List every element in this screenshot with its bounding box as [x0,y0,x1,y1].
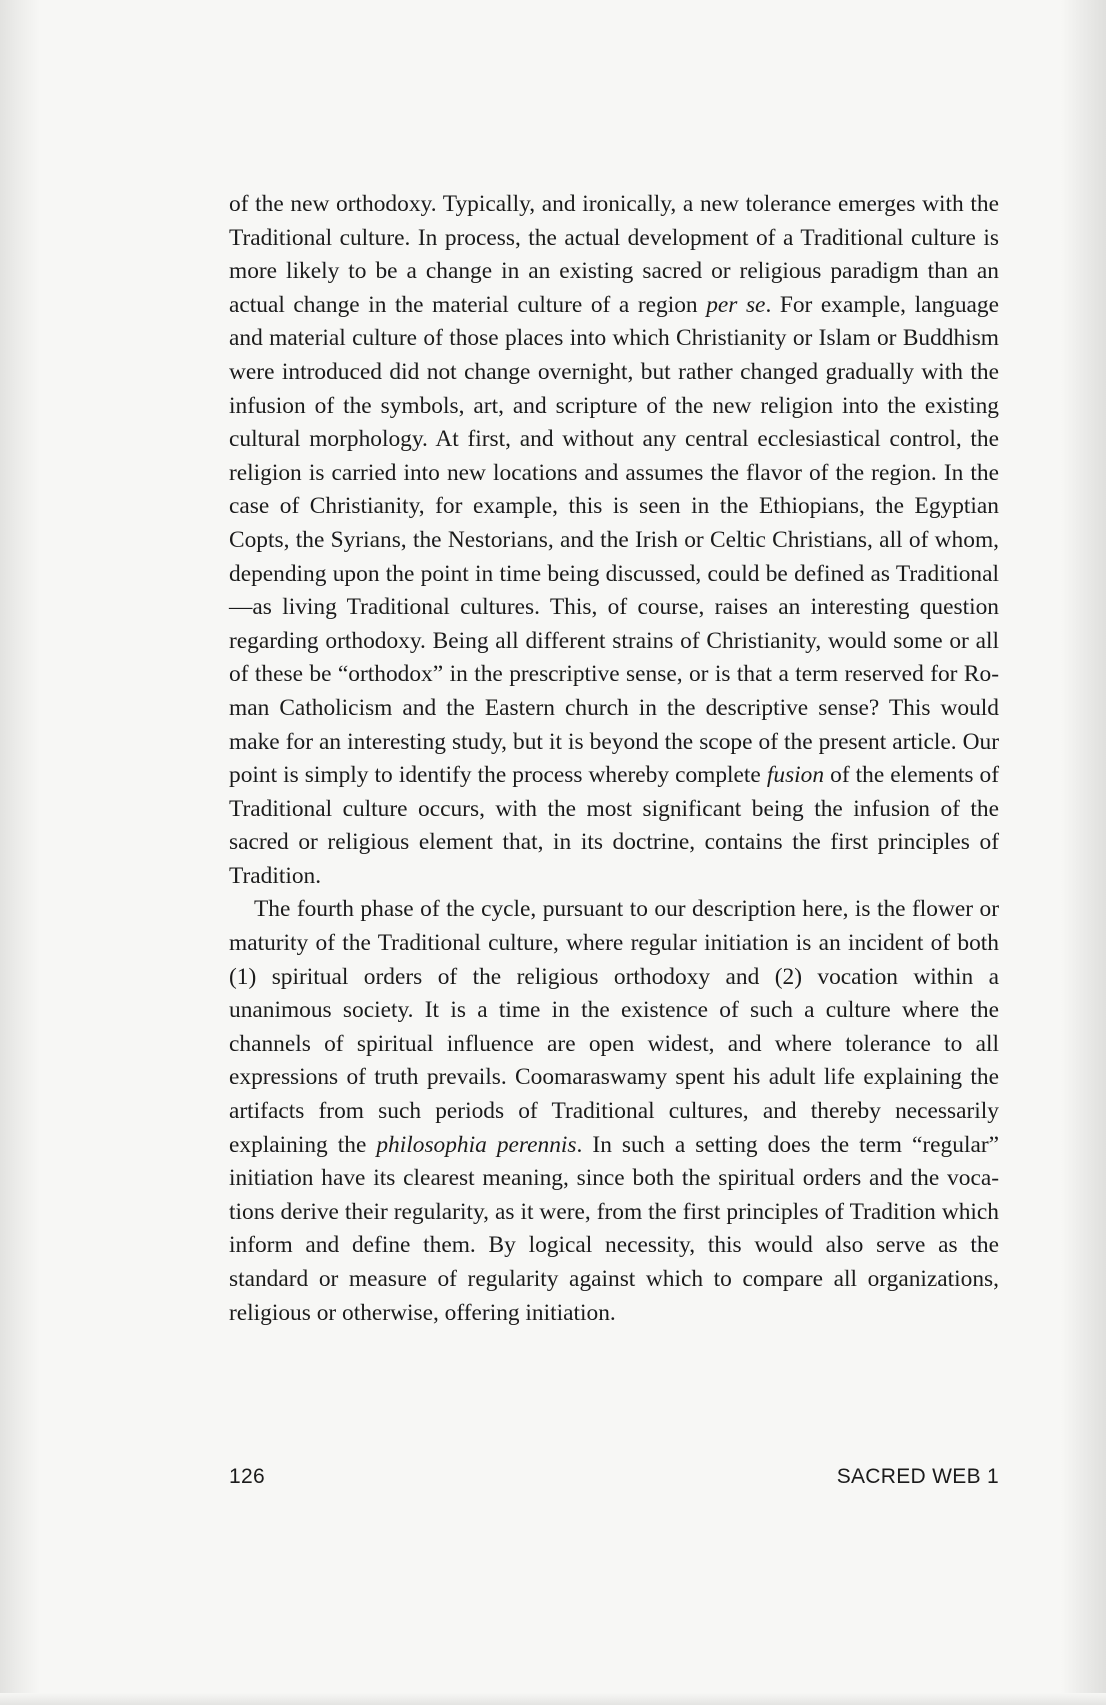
italic-fusion: fusion [766,762,825,789]
paragraph-1-text-a: of the new orthodoxy. Typically, and ironically, a new tolerance emerges with the Traditional culture. In process, the actual development of a Traditional culture is more likely to be a change in an existing sacred or religious paradigm than an actual change in the material culture of a region [229,191,999,318]
italic-per-se: per se [706,291,766,318]
paragraph-1-text-c: of the elements of Traditional culture occurs, with the most significant being the infusion of the sacred or religious element that, in its doctrine, contains the first principles of Tradition. [229,762,999,889]
page-footer [229,1465,999,1497]
page-edge-shadow-right [1061,0,1106,1705]
body-text [229,188,999,1330]
binding-shadow-left [0,0,40,1705]
paragraph-fourth-phase [229,893,999,1330]
paragraph-2-text-a: The fourth phase of the cycle, pursuant to our description here, is the flower or maturity of the Traditional culture, where regular initiation is an incident of both (1) spiritual orders of the religious orthodoxy and (2) vocation within a unanimous society. It is a time in the existence of such a culture where the channels of spiritual influence are open widest, and where tolerance to all expressions of truth prevails. Coomaraswamy spent his adult life explaining the artifacts from such periods of Traditional cultures, and thereby necessarily explaining the [229,896,999,1158]
running-title: SACRED WEB 1 [836,1465,999,1488]
page-number: 126 [229,1465,265,1488]
page-edge-shadow-bottom [0,1693,1106,1705]
paragraph-continued [229,188,999,893]
italic-philosophia-perennis: philosophia perennis [376,1131,577,1158]
paragraph-2-text-b: . In such a setting does the term “regular” initiation have its clearest meaning, since both the spiritual orders and the vocations derive their regularity, as it were, from the first principles of Tradition which inform and define them. By logical necessity, this would also serve as the standard or measure of regularity against which to compare all organizations, religious or otherwise, offering initiation. [229,1131,999,1326]
paragraph-1-text-b: . For example, language and material culture of those places into which Christianity or Islam or Buddhism were introduced did not change overnight, but rather changed gradually with the infusion of the symbols, art, and scripture of the new religion into the existing cultural morphology. At first, and without any central ecclesiastical control, the religion is carried into new locations and assumes the flavor of the region. In the case of Christianity, for example, this is seen in the Ethiopians, the Egyptian Copts, the Syrians, the Nestorians, and the Irish or Celtic Christians, all of whom, depending upon the point in time being discussed, could be defined as Traditional—as living Traditional cultures. This, of course, raises an interesting question regarding orthodoxy. Being all different strains of Christianity, would some or all of these be “orthodox” in the prescriptive sense, or is that a term reserved for Roman Catholicism and the Eastern church in the descriptive sense? This would make for an interesting study, but it is beyond the scope of the present article. Our point is simply to identify the process whereby complete [229,291,999,789]
